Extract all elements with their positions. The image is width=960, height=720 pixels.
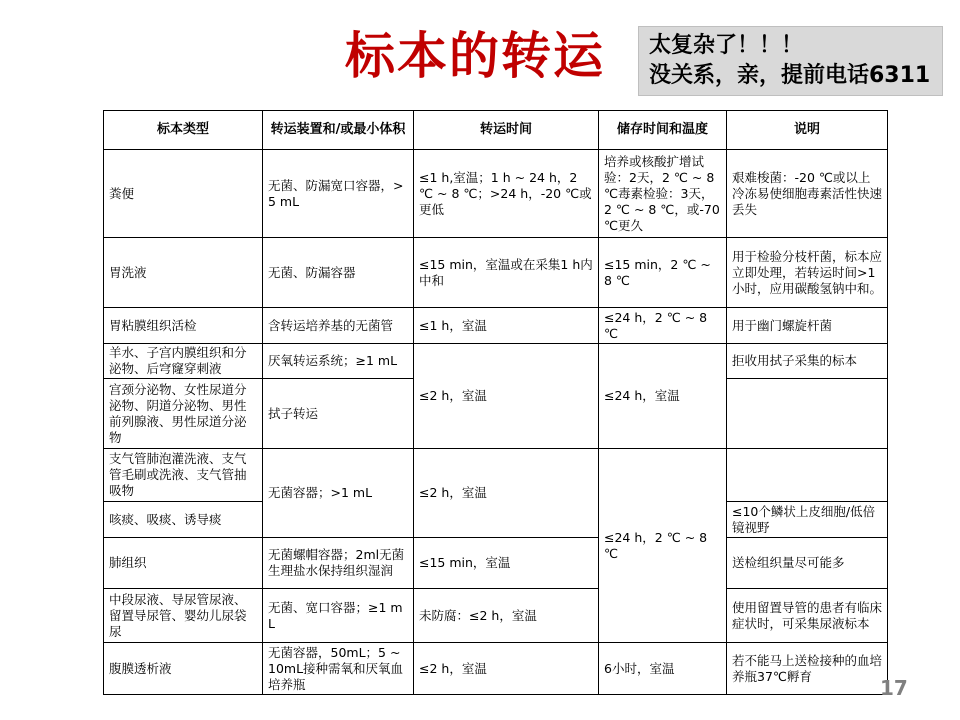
cell-specimen-type: 粪便	[104, 150, 263, 238]
cell-specimen-type: 胃粘膜组织活检	[104, 308, 263, 344]
cell-transport-device: 无菌螺帽容器；2ml无菌生理盐水保持组织湿润	[263, 538, 414, 589]
cell-storage: ≤24 h，2 ℃ ~ 8 ℃	[599, 308, 727, 344]
header-storage: 储存时间和温度	[599, 111, 727, 150]
cell-transport-time: ≤15 min，室温	[414, 538, 599, 589]
header-transport-device: 转运装置和/或最小体积	[263, 111, 414, 150]
table-row	[104, 643, 888, 695]
cell-note: 若不能马上送检接种的血培养瓶37℃孵育	[727, 643, 888, 695]
cell-storage: 培养或核酸扩增试验：2天，2 ℃ ~ 8 ℃毒素检验：3天，2 ℃ ~ 8 ℃，或-70 ℃更久	[599, 150, 727, 238]
callout-line-1: 太复杂了！！！	[649, 33, 804, 58]
cell-storage: ≤24 h，2 ℃ ~ 8 ℃	[599, 449, 727, 643]
cell-note: 送检组织量尽可能多	[727, 538, 888, 589]
table-row	[104, 449, 888, 502]
cell-transport-time: ≤15 min，室温或在采集1 h内中和	[414, 238, 599, 308]
table-row	[104, 308, 888, 344]
header-transport-time: 转运时间	[414, 111, 599, 150]
cell-note: ≤10个鳞状上皮细胞/低倍镜视野	[727, 502, 888, 538]
callout-box	[638, 26, 943, 96]
callout-line-2: 没关系，亲，提前电话6311	[649, 63, 931, 88]
header-specimen-type: 标本类型	[104, 111, 263, 150]
cell-note: 用于幽门螺旋杆菌	[727, 308, 888, 344]
cell-transport-time: ≤2 h，室温	[414, 449, 599, 538]
cell-storage: ≤15 min，2 ℃ ~ 8 ℃	[599, 238, 727, 308]
cell-specimen-type: 胃洗液	[104, 238, 263, 308]
cell-specimen-type: 咳痰、吸痰、诱导痰	[104, 502, 263, 538]
cell-transport-device: 无菌、防漏容器	[263, 238, 414, 308]
cell-specimen-type: 中段尿液、导尿管尿液、留置导尿管、婴幼儿尿袋尿	[104, 589, 263, 643]
cell-note: 拒收用拭子采集的标本	[727, 344, 888, 379]
cell-transport-time: 未防腐：≤2 h，室温	[414, 589, 599, 643]
cell-note: 使用留置导管的患者有临床症状时，可采集尿液标本	[727, 589, 888, 643]
cell-note	[727, 449, 888, 502]
cell-transport-device: 无菌、宽口容器；≥1 mL	[263, 589, 414, 643]
cell-transport-time: ≤2 h，室温	[414, 643, 599, 695]
header-notes: 说明	[727, 111, 888, 150]
cell-specimen-type: 腹膜透析液	[104, 643, 263, 695]
cell-specimen-type: 羊水、子宫内膜组织和分泌物、后穹窿穿刺液	[104, 344, 263, 379]
table-row	[104, 589, 888, 643]
cell-specimen-type: 宫颈分泌物、女性尿道分泌物、阴道分泌物、男性前列腺液、男性尿道分泌物	[104, 379, 263, 449]
cell-transport-device: 含转运培养基的无菌管	[263, 308, 414, 344]
cell-storage: 6小时，室温	[599, 643, 727, 695]
cell-transport-device: 拭子转运	[263, 379, 414, 449]
table-row	[104, 344, 888, 379]
page-number: 17	[880, 676, 908, 700]
table-row	[104, 150, 888, 238]
cell-specimen-type: 肺组织	[104, 538, 263, 589]
cell-note: 用于检验分枝杆菌，标本应立即处理，若转运时间>1 小时，应用碳酸氢钠中和。	[727, 238, 888, 308]
cell-note: 艰难梭菌：-20 ℃或以上冷冻易使细胞毒素活性快速丢失	[727, 150, 888, 238]
cell-transport-time: ≤1 h,室温；1 h ~ 24 h，2 ℃ ~ 8 ℃；>24 h，-20 ℃或更低	[414, 150, 599, 238]
cell-transport-time: ≤1 h，室温	[414, 308, 599, 344]
cell-transport-device: 无菌容器；>1 mL	[263, 449, 414, 538]
table-row	[104, 238, 888, 308]
cell-note	[727, 379, 888, 449]
cell-specimen-type: 支气管肺泡灌洗液、支气管毛刷或洗液、支气管抽吸物	[104, 449, 263, 502]
table-header-row	[104, 111, 888, 150]
cell-transport-time: ≤2 h，室温	[414, 344, 599, 449]
table-row	[104, 538, 888, 589]
cell-storage: ≤24 h，室温	[599, 344, 727, 449]
slide-title: 标本的转运	[345, 27, 605, 85]
cell-transport-device: 厌氧转运系统；≥1 mL	[263, 344, 414, 379]
cell-transport-device: 无菌、防漏宽口容器，>5 mL	[263, 150, 414, 238]
specimen-transport-table	[103, 110, 888, 695]
cell-transport-device: 无菌容器，50mL；5 ~ 10mL接种需氧和厌氧血培养瓶	[263, 643, 414, 695]
